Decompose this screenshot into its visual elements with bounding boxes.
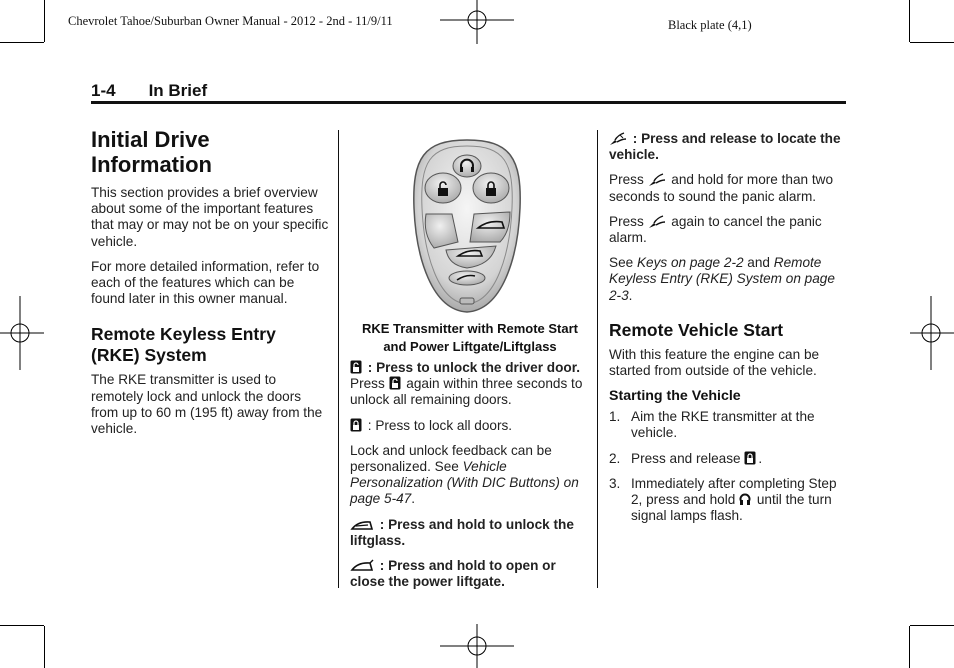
step-text-b: until the turn signal lamps flash. xyxy=(631,492,832,524)
liftgate-text: : Press and hold to open or close the power liftgate. xyxy=(350,558,556,590)
lock-text: : Press to lock all doors. xyxy=(364,417,513,433)
panic-horn-icon xyxy=(609,132,627,146)
crop-mark xyxy=(0,42,44,43)
intro-paragraph: This section provides a brief overview about some of the important features that may or may not be on your specific vehicle. xyxy=(91,185,329,249)
step-number: 2. xyxy=(609,450,621,466)
list-item xyxy=(609,451,846,467)
panic2-text-a: Press xyxy=(609,213,648,229)
panic-paragraph-1 xyxy=(609,172,846,204)
section-number: 1-4 xyxy=(91,81,116,100)
list-item xyxy=(609,476,846,525)
remote-start-icon xyxy=(739,492,751,506)
liftglass-icon xyxy=(350,518,374,532)
panic2-text-b: again to cancel the panic alarm. xyxy=(609,213,822,246)
registration-mark-left xyxy=(0,296,44,370)
liftglass-text: : Press and hold to unlock the liftglass. xyxy=(350,516,574,548)
figure-caption: RKE Transmitter with Remote Start and Power Liftgate/Liftglass xyxy=(362,321,578,354)
locate-paragraph xyxy=(609,131,846,163)
column-divider xyxy=(338,130,339,588)
page-title: Initial Drive Information xyxy=(91,127,212,177)
column-3 xyxy=(609,131,846,533)
step-text-a: Press and release xyxy=(631,450,745,466)
unlock-text-2b: again within three seconds to unlock all remaining doors. xyxy=(350,376,583,408)
liftgate-paragraph xyxy=(350,558,590,590)
crop-mark xyxy=(0,625,44,626)
lock-icon xyxy=(744,451,756,465)
unlock-paragraph xyxy=(350,360,590,409)
crop-mark xyxy=(910,625,954,626)
column-2 xyxy=(350,138,590,599)
crop-mark xyxy=(44,0,45,42)
feedback-end: . xyxy=(411,491,416,507)
panic-text-b: and hold for more than two seconds to sound the panic alarm. xyxy=(609,172,834,204)
crop-mark xyxy=(44,626,45,668)
unlock-icon xyxy=(389,376,401,390)
unlock-text-2a: Press xyxy=(350,376,389,392)
lock-icon xyxy=(350,418,362,432)
remote-start-paragraph: With this feature the engine can be started from outside of the vehicle. xyxy=(609,346,820,379)
remote-start-heading: Remote Vehicle Start xyxy=(609,319,784,340)
feedback-paragraph xyxy=(350,443,590,508)
locate-text: : Press and release to locate the vehicle. xyxy=(609,131,841,163)
column-divider xyxy=(597,130,598,588)
keys-reference: Keys on page 2-2 xyxy=(636,255,744,271)
starting-vehicle-heading: Starting the Vehicle xyxy=(609,388,741,405)
rke-heading: Remote Keyless Entry (RKE) System xyxy=(91,324,276,366)
see-text: See xyxy=(609,255,637,271)
rke-reference: Remote Keyless Entry (RKE) System on page 2-3 xyxy=(609,255,835,303)
crop-mark xyxy=(909,0,910,42)
feedback-text: Lock and unlock feedback can be personalized. See xyxy=(350,442,552,475)
info-paragraph: For more detailed information, refer to each of the features which can be found later in this owner manual. xyxy=(91,258,320,307)
registration-mark-right xyxy=(910,296,954,370)
step-text-a: Immediately after completing Step 2, press and hold xyxy=(631,475,837,508)
crop-mark xyxy=(909,626,910,668)
step-number: 1. xyxy=(609,409,621,425)
lock-paragraph xyxy=(350,418,590,434)
step-text: Aim the RKE transmitter at the vehicle. xyxy=(631,409,815,441)
panic-horn-icon xyxy=(648,215,666,229)
registration-mark-top xyxy=(440,0,514,44)
crop-mark xyxy=(910,42,954,43)
starting-steps-list xyxy=(609,409,846,524)
liftgate-icon xyxy=(350,559,374,573)
panic-paragraph-2 xyxy=(609,214,846,246)
registration-mark-bottom xyxy=(440,624,514,668)
section-rule xyxy=(91,101,846,104)
step-number: 3. xyxy=(609,475,621,491)
print-header-right: Black plate (4,1) xyxy=(668,18,752,32)
panic-text-a: Press xyxy=(609,172,648,188)
rke-paragraph: The RKE transmitter is used to remotely lock and unlock the doors from up to 60 m (195 ft) away from the vehicle. xyxy=(91,372,323,437)
rke-transmitter-illustration xyxy=(350,138,590,320)
see-end: . xyxy=(628,287,633,303)
section-title: In Brief xyxy=(148,81,208,100)
see-and: and xyxy=(743,255,774,271)
step-text-b: . xyxy=(758,450,763,466)
see-also-paragraph xyxy=(609,255,846,304)
liftglass-paragraph xyxy=(350,517,590,549)
panic-horn-icon xyxy=(648,173,666,187)
unlock-text: : Press to unlock the driver door. xyxy=(364,360,581,375)
print-header-left: Chevrolet Tahoe/Suburban Owner Manual - 2012 - 2nd - 11/9/11 xyxy=(68,14,393,28)
feedback-reference: Vehicle Personalization (With DIC Buttons) on page 5-47 xyxy=(350,459,579,507)
section-heading xyxy=(91,81,207,101)
column-1 xyxy=(91,127,329,446)
list-item xyxy=(609,409,846,441)
unlock-icon xyxy=(350,360,362,374)
